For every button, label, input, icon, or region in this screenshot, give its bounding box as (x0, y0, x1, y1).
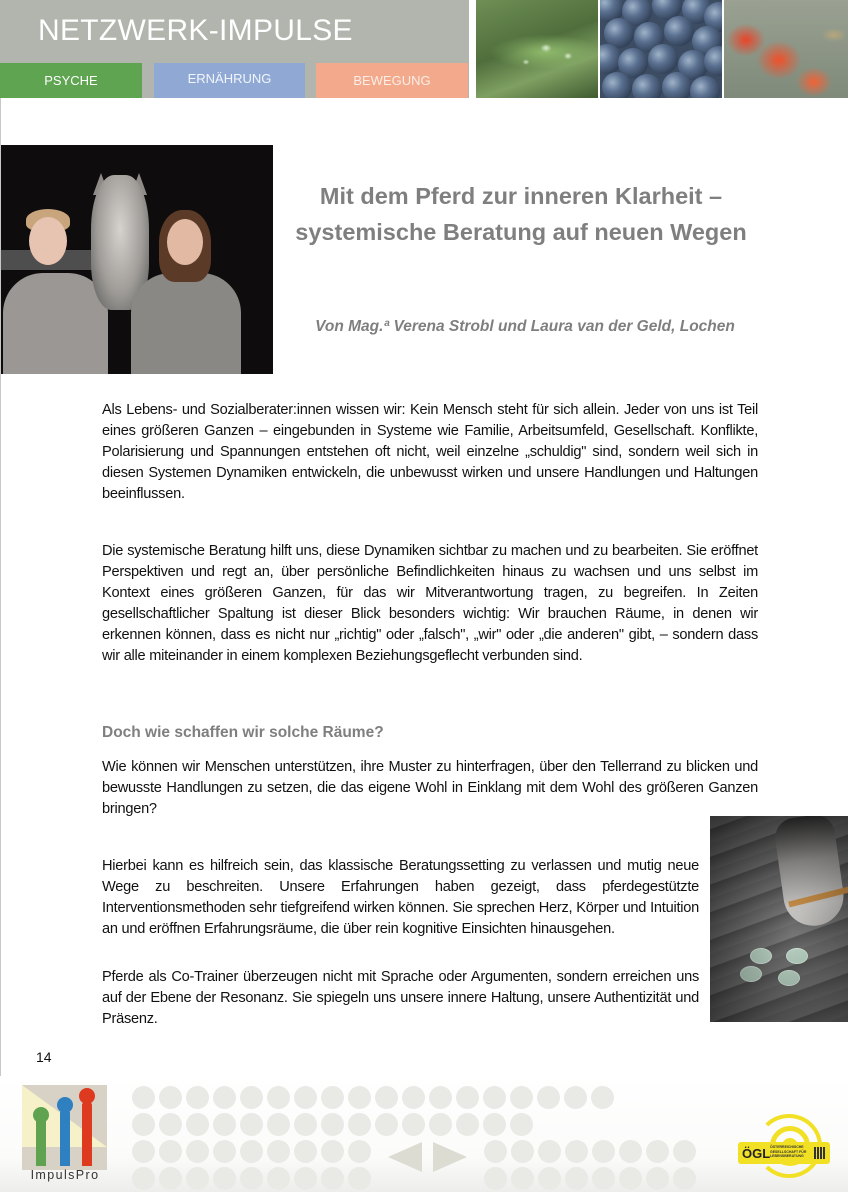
previous-page-arrow-icon[interactable] (388, 1142, 422, 1172)
leaf-photo (476, 0, 598, 98)
decorative-dot (456, 1086, 479, 1109)
decorative-dot (294, 1113, 317, 1136)
logo-figure-head (33, 1107, 49, 1123)
category-tab-bewegung[interactable]: BEWEGUNG (316, 63, 468, 98)
decorative-dot (186, 1140, 209, 1163)
person-left-body (3, 273, 108, 374)
decorative-dot (132, 1140, 155, 1163)
blueberry (690, 76, 720, 98)
decorative-dot (159, 1113, 182, 1136)
decorative-dot (429, 1113, 452, 1136)
decorative-dot (483, 1113, 506, 1136)
body-paragraph: Pferde als Co-Trainer überzeugen nicht mit Sprache oder Argumenten, sondern erreichen uns auf der Ebene der Resonanz. Sie spiegeln uns unsere innere Haltung, unsere Authentizität und Präsenz. (102, 969, 699, 1027)
decorative-dot (186, 1086, 209, 1109)
decorative-dot (132, 1086, 155, 1109)
decorative-dot (159, 1140, 182, 1163)
body-paragraph: Die systemische Beratung hilft uns, diese Dynamiken sichtbar zu machen und zu bearbeiten. Sie eröffnet Perspektiven und regt an, über persönliche Befindlichkeiten hinaus zu wachsen und uns selbst im Kontext eines größeren Ganzen, für das wir Mitverantwortung tragen, zu begreifen. In Zeiten gesellschaftlicher Spaltung ist dieser Blick besonders wichtig: Wir brauchen Räume, in denen wir erkennen können, dass es nicht nur „richtig" oder „falsch", „wir" oder „die anderen" gibt, – sondern dass wir alle miteinander in einem komplexen Beziehungsgeflecht verbunden sind. (102, 543, 758, 664)
section-subheading: Doch wie schaffen wir solche Räume? (102, 724, 384, 741)
decorative-dot (294, 1086, 317, 1109)
side-photo-horse-with-cards (710, 816, 848, 1022)
category-tab-psyche[interactable]: PSYCHE (0, 63, 142, 98)
decorative-dot (646, 1140, 669, 1163)
footer-band (0, 1076, 848, 1192)
decorative-dot (538, 1140, 561, 1163)
decorative-dot (565, 1167, 588, 1190)
article-title: Mit dem Pferd zur inneren Klarheit – systemische Beratung auf neuen Wegen (295, 183, 747, 245)
impulspro-logo[interactable] (22, 1085, 107, 1170)
decorative-dot (267, 1113, 290, 1136)
decorative-dot (240, 1086, 263, 1109)
photo-vignette (710, 816, 848, 1022)
decorative-dot (348, 1086, 371, 1109)
person-right-body (131, 273, 241, 374)
decorative-dot (375, 1086, 398, 1109)
decorative-dot (646, 1167, 669, 1190)
decorative-dot (240, 1167, 263, 1190)
decorative-dot (484, 1167, 507, 1190)
next-page-arrow-icon[interactable] (433, 1142, 467, 1172)
blueberry (664, 16, 694, 46)
decorative-dot (186, 1113, 209, 1136)
decorative-dot (213, 1167, 236, 1190)
decorative-dot (213, 1086, 236, 1109)
decorative-dot (159, 1086, 182, 1109)
decorative-dot (510, 1086, 533, 1109)
decorative-dot (483, 1086, 506, 1109)
decorative-dot (294, 1167, 317, 1190)
logo-mark-icon (814, 1147, 826, 1159)
decorative-dot (321, 1167, 344, 1190)
masthead-title: NETZWERK-IMPULSE (38, 14, 353, 47)
decorative-dot (511, 1167, 534, 1190)
oegl-logo-label: ÖGL (742, 1146, 771, 1161)
decorative-dot (267, 1140, 290, 1163)
decorative-dot (321, 1086, 344, 1109)
blueberry (632, 74, 662, 98)
decorative-dot (402, 1086, 425, 1109)
person-right-head (167, 219, 203, 265)
oegl-logo[interactable] (734, 1112, 834, 1182)
decorative-dot (592, 1167, 615, 1190)
logo-figure-head (79, 1088, 95, 1104)
logo-figure-red (82, 1102, 92, 1166)
decorative-dot (565, 1140, 588, 1163)
decorative-dot (240, 1140, 263, 1163)
decorative-dot (240, 1113, 263, 1136)
decorative-dot (321, 1140, 344, 1163)
person-left-head (29, 217, 67, 265)
blueberries-photo (600, 0, 722, 98)
decorative-dot (186, 1167, 209, 1190)
decorative-dot (267, 1167, 290, 1190)
body-paragraph: Hierbei kann es hilfreich sein, das klassische Beratungssetting zu verlassen und mutig neue Wege zu beschreiten. Unsere Erfahrungen haben gezeigt, dass pferdegestützte Interventionsmethoden sehr tiefgreifend wirken können. Sie sprechen Herz, Körper und Intuition an und eröffnen Erfahrungsräume, die über rein kognitive Einsichten hinausgehen. (102, 858, 699, 937)
article-byline: Von Mag.ª Verena Strobl und Laura van der Geld, Lochen (315, 318, 735, 335)
decorative-dot (402, 1113, 425, 1136)
blueberry (602, 72, 632, 98)
category-tab-ernaehrung[interactable]: ERNÄHRUNG (154, 63, 305, 98)
decorative-dot (213, 1113, 236, 1136)
decorative-dot (484, 1140, 507, 1163)
decorative-dot (429, 1086, 452, 1109)
blueberry (662, 72, 692, 98)
decorative-dot (619, 1140, 642, 1163)
oegl-logo-subtitle: ÖSTERREICHISCHE GESELLSCHAFT FÜR LEBENSBERATUNG (770, 1145, 807, 1158)
decorative-dot (592, 1140, 615, 1163)
decorative-dot (591, 1086, 614, 1109)
decorative-dot (538, 1167, 561, 1190)
logo-figure-blue (60, 1110, 70, 1166)
decorative-dot (132, 1113, 155, 1136)
decorative-dot (564, 1086, 587, 1109)
logo-figure-green (36, 1118, 46, 1166)
decorative-dot (294, 1140, 317, 1163)
decorative-dot (375, 1113, 398, 1136)
body-paragraph: Wie können wir Menschen unterstützen, ihre Muster zu hinterfragen, über den Tellerrand zu blicken und bewusste Handlungen zu setzen, die das eigene Wohl in Einklang mit dem Wohl des größeren Ganzen bringen? (102, 759, 758, 817)
decorative-dot (673, 1167, 696, 1190)
decorative-dot (213, 1140, 236, 1163)
decorative-dot (348, 1113, 371, 1136)
decorative-dot (321, 1113, 344, 1136)
decorative-dot (159, 1167, 182, 1190)
decorative-dot (348, 1140, 371, 1163)
decorative-dot (673, 1140, 696, 1163)
body-paragraph: Als Lebens- und Sozialberater:innen wissen wir: Kein Mensch steht für sich allein. Jeder von uns ist Teil eines größeren Ganzen – eingebunden in Systeme wie Familie, Arbeitsumfeld, Gesellschaft. Konflikte, Polarisierung und Spannungen entstehen oft nicht, weil einzelne „schuldig" sind, sondern weil sich in diesen Systemen Dynamiken entwickeln, die unbewusst wirken und unsere Handlungen und Haltungen beeinflussen. (102, 402, 758, 502)
blueberry (704, 46, 722, 76)
impulspro-logo-label: ImpulsPro (30, 1168, 100, 1182)
decorative-dot (267, 1086, 290, 1109)
decorative-dot (619, 1167, 642, 1190)
decorative-dot (511, 1140, 534, 1163)
logo-figure-head (57, 1097, 73, 1113)
decorative-dot (456, 1113, 479, 1136)
decorative-dot (132, 1167, 155, 1190)
blueberry (648, 44, 678, 74)
lily-hummingbird-photo (724, 0, 848, 98)
page-number: 14 (36, 1049, 52, 1065)
decorative-dot (510, 1113, 533, 1136)
decorative-dot (537, 1086, 560, 1109)
hero-photo-women-with-horse (1, 145, 273, 374)
decorative-dot (348, 1167, 371, 1190)
